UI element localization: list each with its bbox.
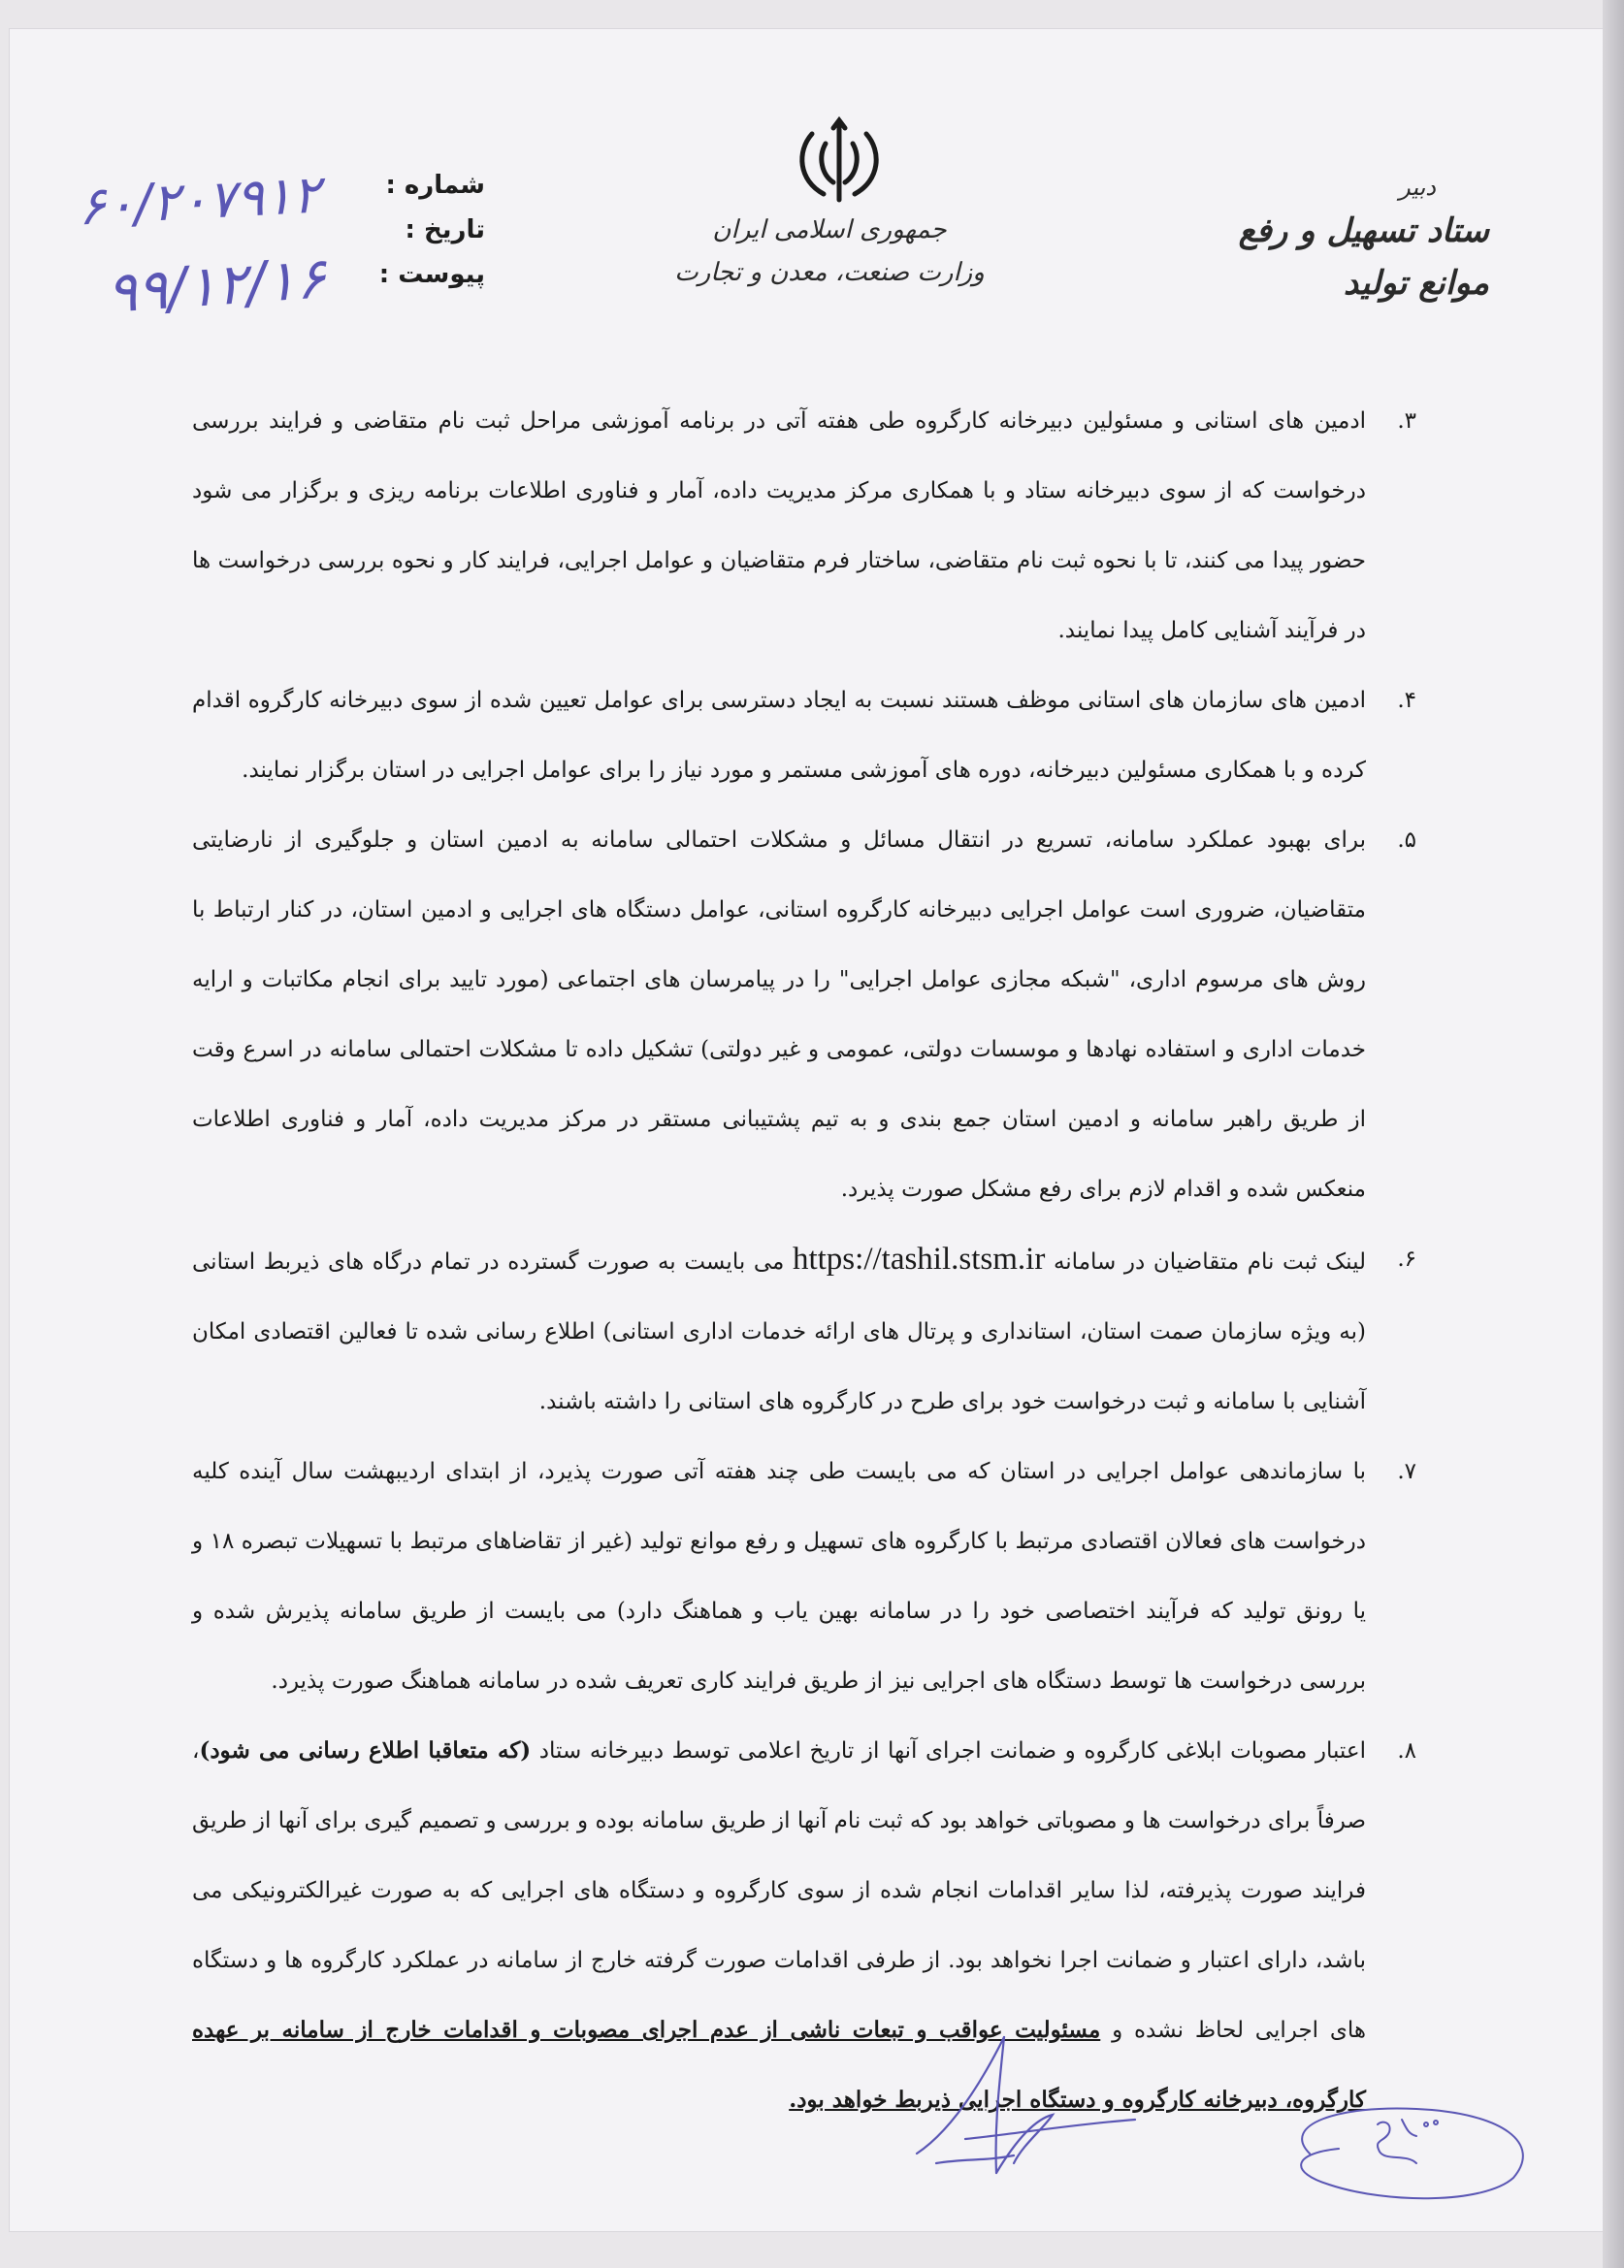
list-item [192,665,1416,805]
ministry-name: وزارت صنعت، معدن و تجارت [674,258,985,287]
number-label: شماره : [385,171,485,200]
item-text: می بایست به صورت گسترده در تمام درگاه های ذیربط استانی (به ویژه سازمان صمت استان، استانداری و پرتال های ارائه خدمات اداری استانی) اطلاع رسانی شده تا فعالین اقتصادی امکان آشنایی با سامانه و ثبت درخواست خود برای طرح در کارگروه های استانی را داشته باشند. [192,1249,1366,1414]
office-title-headquarters: ستاد تسهیل و رفع موانع تولید [1238,211,1489,303]
item-text: اعتبار مصوبات ابلاغی کارگروه و ضمانت اجرای آنها از تاریخ اعلامی توسط دبیرخانه ستاد [538,1738,1366,1764]
scan-edge [1603,0,1624,2268]
office-heading [1159,170,1489,309]
item-number: ۷. [1397,1459,1416,1484]
item-number: ۵. [1397,827,1416,853]
document-page [10,29,1606,2231]
item-number: ۴. [1397,688,1416,713]
bold-underlined-responsibility: مسئولیت عواقب و تبعات ناشی از عدم اجرای مصوبات و اقدامات خارج از سامانه بر عهده کارگروه، دبیرخانه کارگروه و دستگاه اجرایی ذیربط خواهد بود. [192,2017,1366,2113]
attachment-label: پیوست : [378,260,485,289]
letter-meta [369,163,485,297]
list-item [192,805,1416,1224]
item-text: ادمین های سازمان های استانی موظف هستند نسبت به ایجاد دسترسی برای عوامل تعیین شده از سوی دبیرخانه کارگروه اقدام کرده و با همکاری مسئولین دبیرخانه، دوره های آموزشی مستمر و مورد نیاز را برای عوامل اجرایی در استان برگزار نمایند. [192,688,1366,783]
list-item [192,1716,1416,2135]
handwritten-signature [907,2027,1140,2183]
office-title-secretary: دبیر [1399,174,1436,201]
item-number: ۸. [1397,1738,1416,1764]
initials-signature [1271,2095,1543,2212]
item-text: با سازماندهی عوامل اجرایی در استان که می بایست طی چند هفته آتی صورت پذیرد، از ابتدای اردیبهشت سال آینده کلیه درخواست های فعالان اقتصادی مرتبط با کارگروه های تسهیل و رفع موانع تولید (غیر از تقاضاهای مرتبط با تسهیلات تبصره ۱۸ و یا رونق تولید که فرآیند اختصاصی خود را در سامانه بهین یاب و هماهنگ دارد) می بایست از طریق سامانه پذیرش شده و بررسی درخواست ها توسط دستگاه های اجرایی نیز از طریق فرایند کاری تعریف شده در سامانه هماهنگ صورت پذیرد. [192,1459,1366,1694]
item-text: برای بهبود عملکرد سامانه، تسریع در انتقال مسائل و مشکلات احتمالی سامانه به ادمین استان و جلوگیری از نارضایتی متقاضیان، ضروری است عوامل اجرایی دبیرخانه کارگروه استانی، عوامل دستگاه های اجرایی و ادمین استان، در کنار ارتباط با روش های مرسوم اداری، "شبکه مجازی عوامل اجرایی" را در پیامرسان های اجتماعی (مورد تایید برای انجام مکاتبات و ارایه خدمات اداری و استفاده نهادها و موسسات دولتی، عمومی و غیر دولتی) تشکیل داده تا مشکلات احتمالی سامانه در اسرع وقت از طریق راهبر سامانه و ادمین استان جمع بندی و به تیم پشتیبانی مستقر در مرکز مدیریت داده، آمار و فناوری اطلاعات منعکس شده و اقدام لازم برای رفع مشکل صورت پذیرد. [192,827,1366,1202]
date-label: تاریخ : [405,215,485,244]
item-number: ۳. [1397,408,1416,434]
ministry-country: جمهوری اسلامی ایران [712,215,947,244]
system-url-link[interactable]: https://tashil.stsm.ir [792,1242,1046,1277]
iran-emblem-logo [791,114,888,211]
letter-body [192,386,1416,2135]
handwritten-letter-number: ۶۰/۲۰۷۹۱۲ [76,163,322,238]
item-number: ۶. [1397,1247,1416,1272]
list-item [192,1224,1416,1437]
list-item [192,386,1416,665]
bold-note: (که متعاقبا اطلاع رسانی می شود) [199,1737,532,1764]
item-text: لینک ثبت نام متقاضیان در سامانه [1053,1249,1367,1275]
list-item [192,1437,1416,1716]
handwritten-letter-date: ۹۹/۱۲/۱۶ [104,244,329,326]
item-text: ، صرفاً برای درخواست ها و مصوباتی خواهد بود که ثبت نام آنها از طریق سامانه بوده و بررسی و تصمیم گیری برای آنها از طریق فرایند صورت پذیرفته، لذا سایر اقدامات انجام شده از سوی کارگروه و دستگاه های اجرایی که به صورت غیرالکترونیکی می باشد، دارای اعتبار و ضمانت اجرا نخواهد بود. از طرفی اقدامات صورت گرفته خارج از سامانه در عملکرد کارگروه ها و دستگاه های اجرایی لحاظ نشده و [192,1738,1366,2043]
ministry-heading [650,209,1009,294]
item-text: ادمین های استانی و مسئولین دبیرخانه کارگروه طی هفته آتی در برنامه آموزشی مراحل ثبت نام متقاضی و فرایند بررسی درخواست که از سوی دبیرخانه ستاد و با همکاری مرکز مدیریت داده، آمار و فناوری اطلاعات برنامه ریزی و برگزار می شود حضور پیدا می کنند، تا با نحوه ثبت نام متقاضی، ساختار فرم متقاضیان و عوامل اجرایی، فرایند کار و نحوه بررسی درخواست ها در فرآیند آشنایی کامل پیدا نمایند. [192,408,1366,643]
